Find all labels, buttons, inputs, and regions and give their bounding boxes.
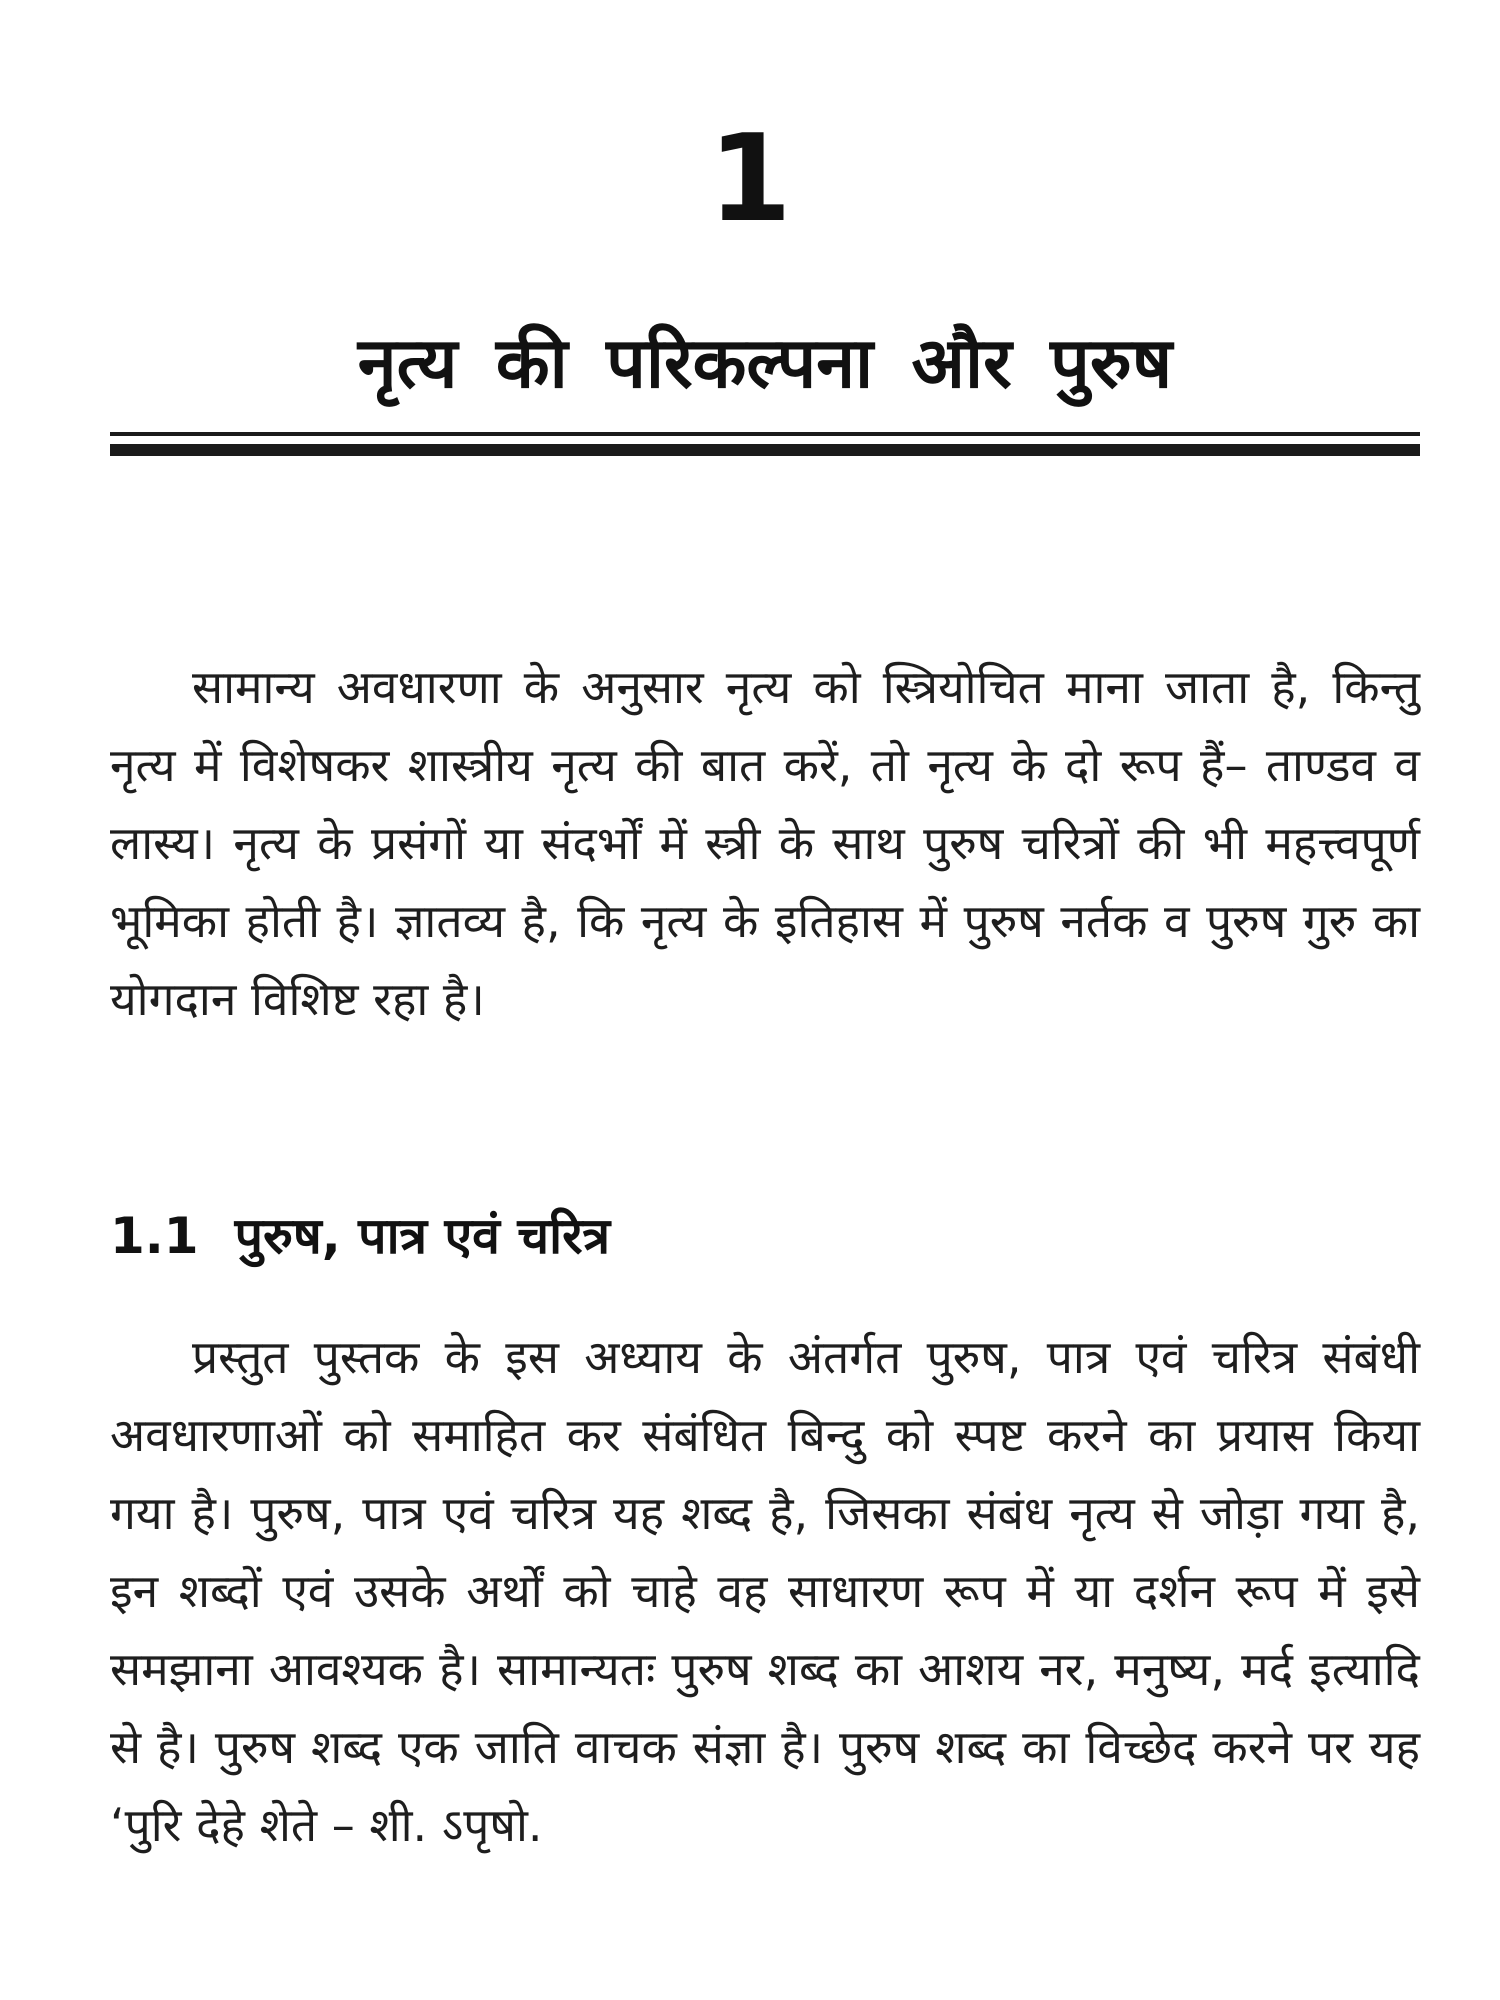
intro-paragraph: सामान्य अवधारणा के अनुसार नृत्य को स्त्रियोचित माना जाता है, किन्तु नृत्य में विशेषकर शास्त्रीय नृत्य की बात करें, तो नृत्य के दो रूप हैं– ताण्डव व लास्य। नृत्य के प्रसंगों या संदर्भों में स्त्री के साथ पुरुष चरित्रों की भी महत्त्वपूर्ण भूमिका होती है। ज्ञातव्य है, कि नृत्य के इतिहास में पुरुष नर्तक व पुरुष गुरु का योगदान विशिष्ट रहा है। bbox=[110, 660, 1420, 1026]
section-heading bbox=[110, 1196, 1420, 1276]
title-rule-thin bbox=[110, 432, 1420, 436]
section-paragraph: प्रस्तुत पुस्तक के इस अध्याय के अंतर्गत पुरुष, पात्र एवं चरित्र संबंधी अवधारणाओं को समाहित कर संबंधित बिन्दु को स्पष्ट करने का प्रयास किया गया है। पुरुष, पात्र एवं चरित्र यह शब्द है, जिसका संबंध नृत्य से जोड़ा गया है, इन शब्दों एवं उसके अर्थों को चाहे वह साधारण रूप में या दर्शन रूप में इसे समझाना आवश्यक है। सामान्यतः पुरुष शब्द का आशय नर, मनुष्य, मर्द इत्यादि से है। पुरुष शब्द एक जाति वाचक संज्ञा है। पुरुष शब्द का विच्छेद करने पर यह ‘पुरि देहे शेते – शी. ऽपृषो. bbox=[110, 1330, 1420, 1852]
section-title: पुरुष, पात्र एवं चरित्र bbox=[234, 1207, 611, 1265]
chapter-title: नृत्य की परिकल्पना और पुरुष bbox=[357, 322, 1173, 404]
title-rule-thick bbox=[110, 444, 1420, 456]
section-number: 1.1 bbox=[110, 1207, 199, 1265]
chapter-number: 1 bbox=[708, 110, 792, 249]
